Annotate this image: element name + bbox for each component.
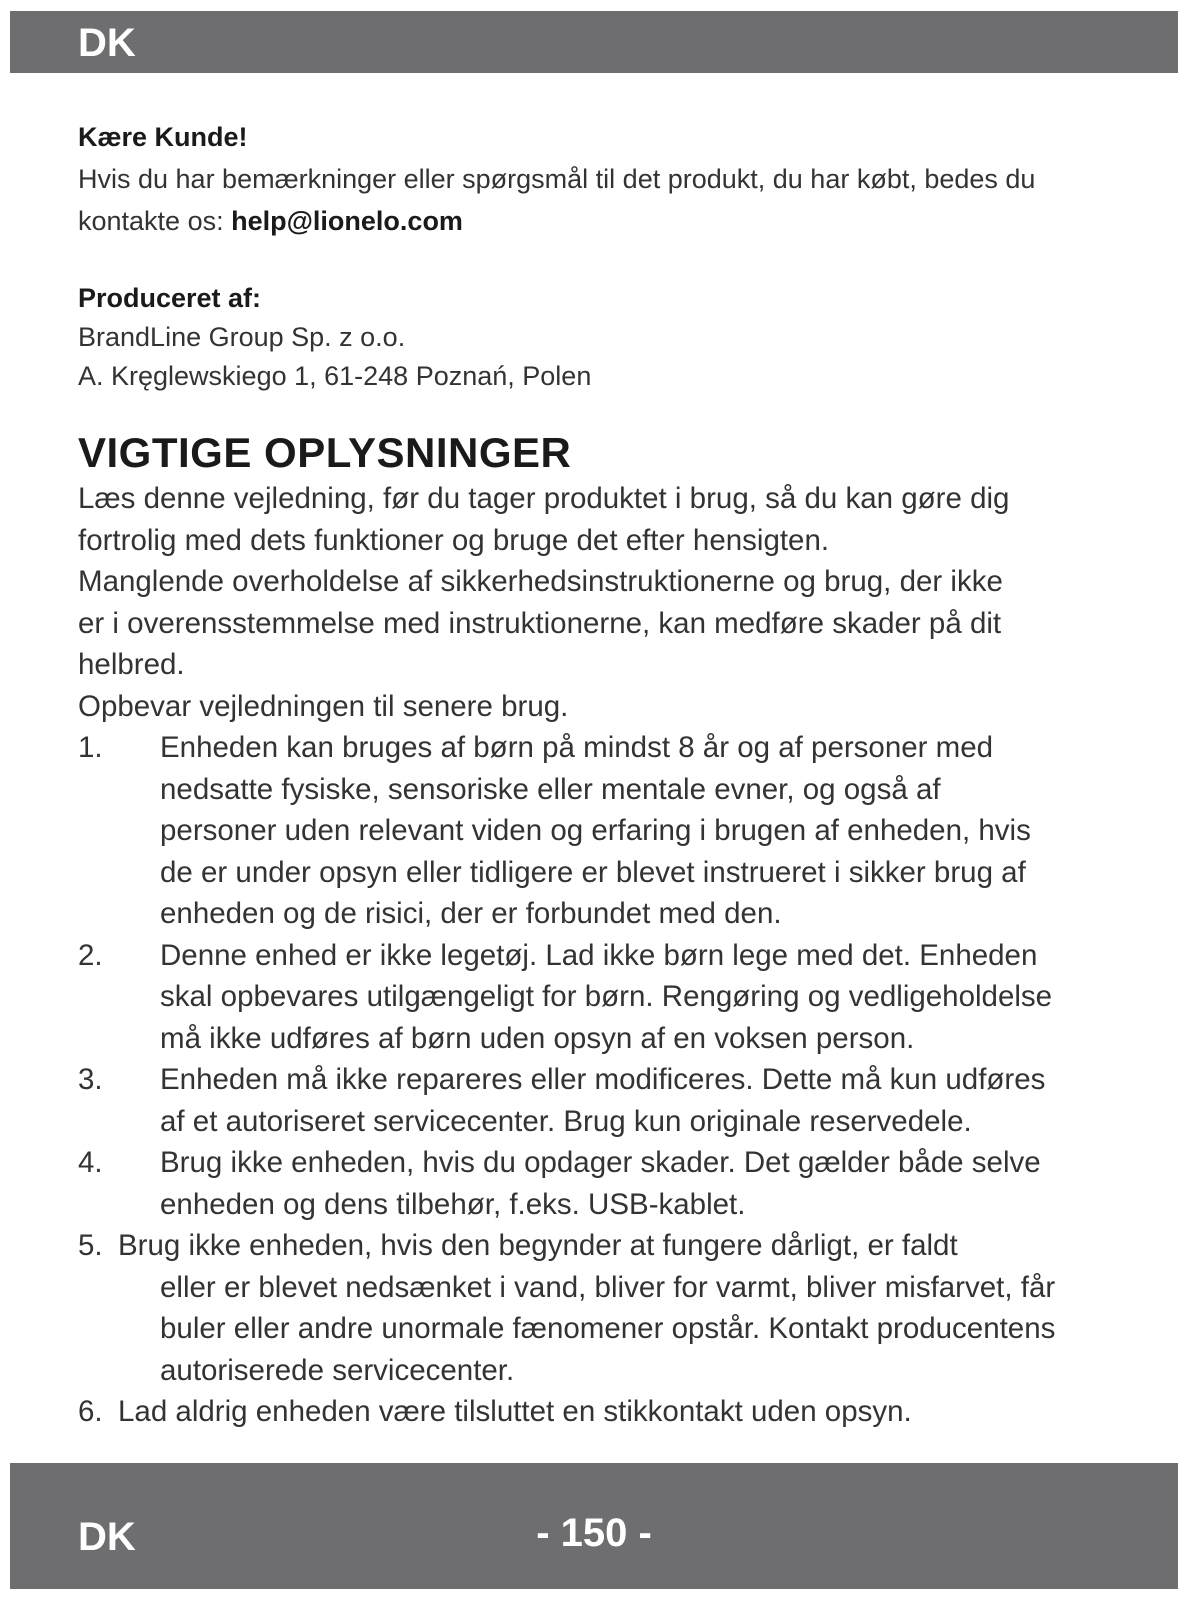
list-item [78,1225,1058,1391]
item-text: Brug ikke enheden, hvis du opdager skader. Det gælder både selve enheden og dens tilbehør, f.eks. USB-kablet. [160,1146,1041,1221]
manufacturer-address: A. Kręglewskiego 1, 61-248 Poznań, Polen [78,361,592,391]
safety-list [78,727,1058,1433]
item-number: 2. [78,938,103,972]
list-item [78,1391,1058,1433]
footer-language-label: DK [78,1515,136,1559]
list-item [78,935,1058,1060]
greeting-block [78,116,1078,242]
list-item [78,1142,1058,1225]
intro-paragraph: Læs denne vejledning, før du tager produktet i brug, så du kan gøre dig fortrolig med dets funktioner og bruge det efter hensigten. [78,482,1010,557]
warning-paragraph: Manglende overholdelse af sikkerhedsinstruktionerne og brug, der ikke er i overensstemmelse med instruktionerne, kan medføre skader på dit helbred. [78,565,1003,681]
item-number: 1. [78,731,103,764]
greeting-body: Hvis du har bemærkninger eller spørgsmål til det produkt, du har købt, bedes du kontakte os: [78,164,1036,236]
item-text-first-line: Lad aldrig enheden være tilsluttet en stikkontakt uden opsyn. [118,1395,912,1428]
manufacturer-block [78,278,1078,396]
item-number: 5. [78,1229,103,1262]
item-number: 4. [78,1146,103,1179]
important-info-section [78,428,1058,1433]
header-bar [10,11,1178,73]
item-text-first-line: Brug ikke enheden, hvis den begynder at fungere dårligt, er faldt [118,1229,958,1262]
item-text: Denne enhed er ikke legetøj. Lad ikke børn lege med det. Enheden skal opbevares utilgængeligt for børn. Rengøring og vedligeholdelse må ikke udføres af børn uden opsyn af en voksen person. [160,938,1053,1055]
item-number: 3. [78,1063,103,1096]
greeting-text [78,158,1038,242]
item-number: 6. [78,1395,103,1428]
greeting-title: Kære Kunde! [78,122,248,152]
list-item [78,1059,1058,1142]
section-heading: VIGTIGE OPLYSNINGER [78,429,572,476]
support-email-link[interactable]: help@lionelo.com [231,206,463,236]
manufacturer-title: Produceret af: [78,283,262,313]
item-text: Enheden kan bruges af børn på mindst 8 år og af personer med nedsatte fysiske, sensoriske eller mentale evner, og også af personer uden relevant viden og erfaring i brugen af enheden, hvis de er under opsyn eller tidligere er blevet instrueret i sikker brug af enheden og de risici, der er forbundet med den. [160,731,1031,930]
manufacturer-name: BrandLine Group Sp. z o.o. [78,322,406,352]
item-text: Enheden må ikke repareres eller modificeres. Dette må kun udføres af et autoriseret servicecenter. Brug kun originale reservedele. [160,1063,1046,1138]
list-item [78,727,1058,935]
footer-bar [10,1463,1178,1589]
page-number: - 150 - [536,1511,652,1555]
item-text: eller er blevet nedsænket i vand, bliver for varmt, bliver misfarvet, får buler eller andre unormale fænomener opstår. Kontakt producentens autoriserede servicecenter. [160,1270,1056,1387]
language-label: DK [78,21,136,65]
keep-manual-paragraph: Opbevar vejledningen til senere brug. [78,689,569,723]
